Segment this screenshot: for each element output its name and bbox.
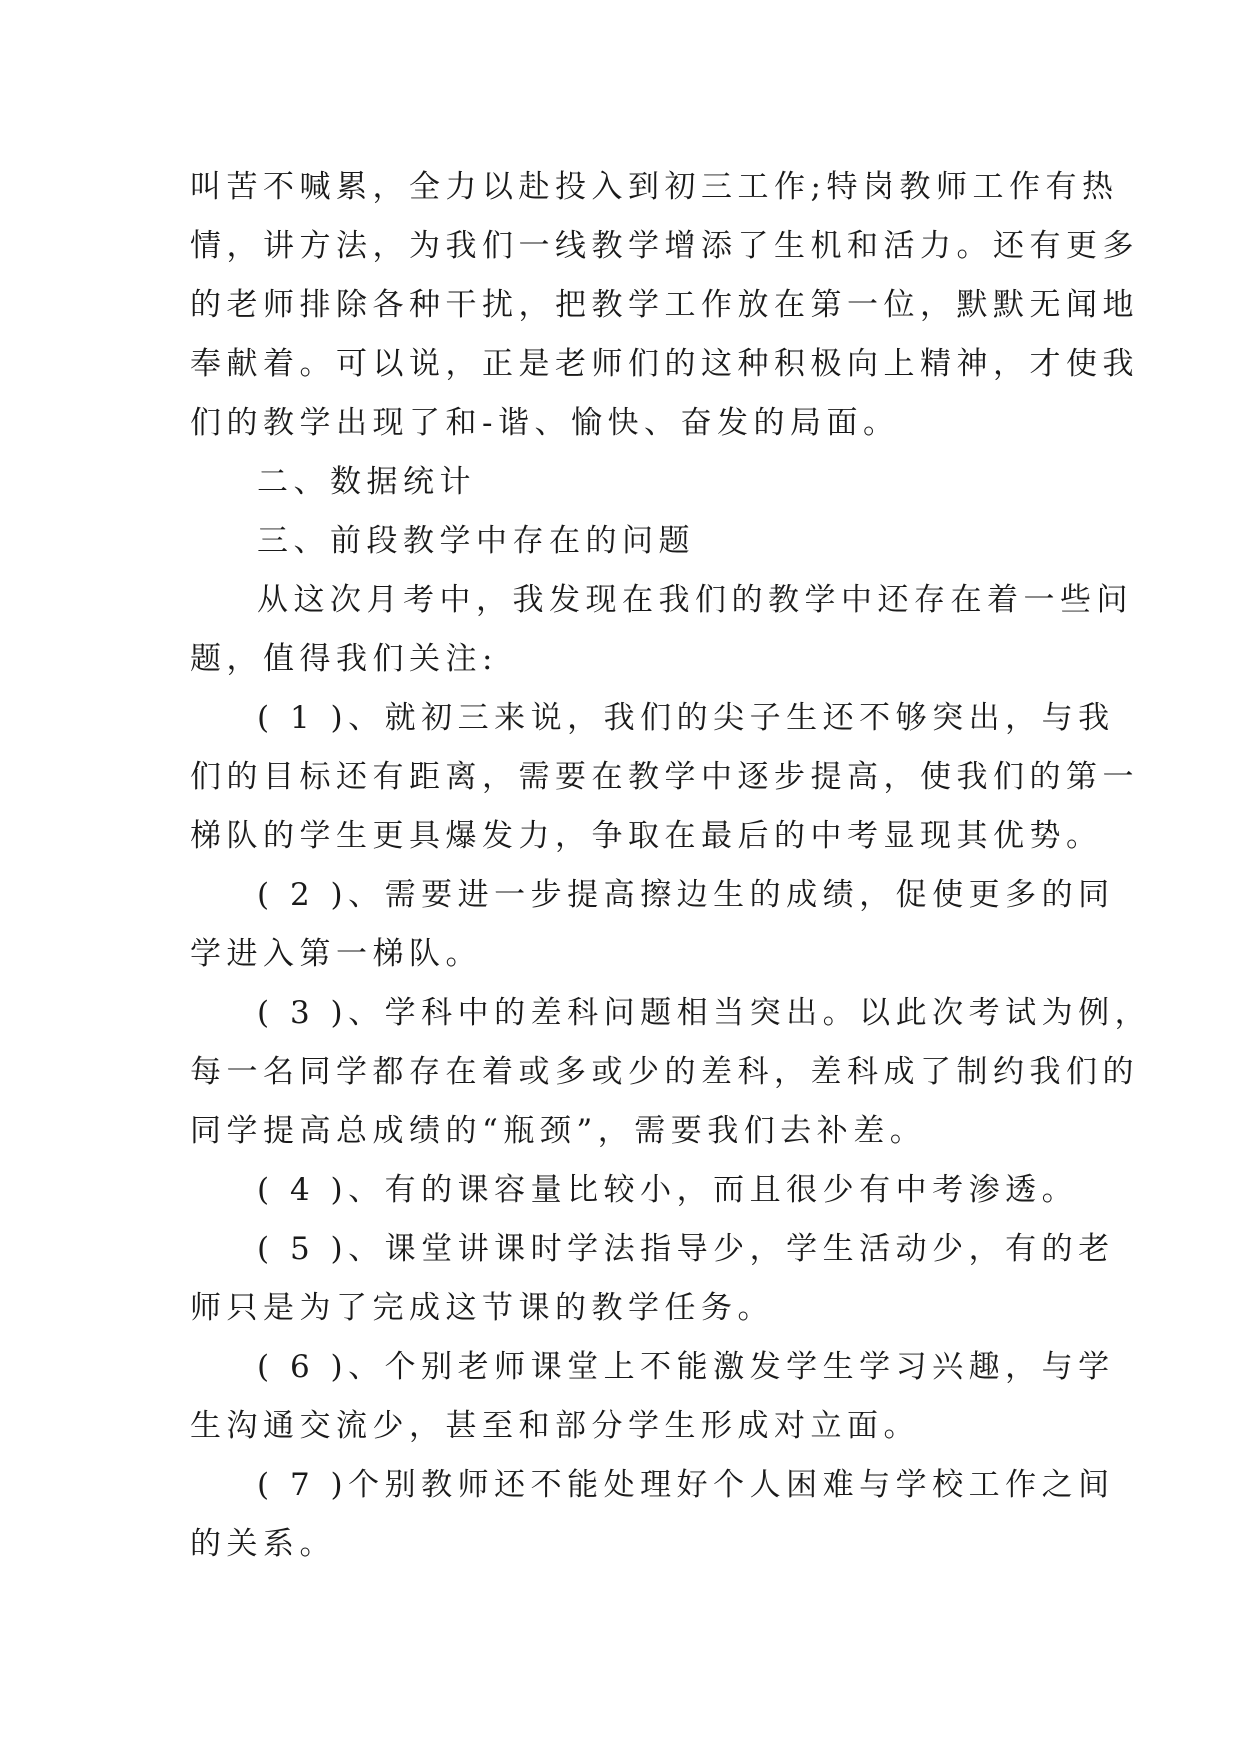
text-line: 叫苦不喊累，全力以赴投入到初三工作;特岗教师工作有热: [190, 169, 1119, 205]
text-line: 从这次月考中，我发现在我们的教学中还存在着一些问: [257, 582, 1133, 618]
text-line: 的老师排除各种干扰，把教学工作放在第一位，默默无闻地: [190, 287, 1139, 323]
section-heading: 三、前段教学中存在的问题: [257, 523, 695, 559]
text-line: 情，讲方法，为我们一线教学增添了生机和活力。还有更多: [190, 228, 1139, 264]
list-item: ( 7 )个别教师还不能处理好个人困难与学校工作之间: [257, 1467, 1115, 1503]
list-item: ( 6 )、个别老师课堂上不能激发学生学习兴趣，与学: [257, 1349, 1115, 1385]
text-line: 学进入第一梯队。: [190, 936, 482, 972]
text-line: 奉献着。可以说，正是老师们的这种积极向上精神，才使我: [190, 346, 1139, 382]
text-line: 们的教学出现了和-谐、愉快、奋发的局面。: [190, 405, 900, 441]
list-item: ( 2 )、需要进一步提高擦边生的成绩，促使更多的同: [257, 877, 1115, 913]
text-line: 同学提高总成绩的“瓶颈”，需要我们去补差。: [190, 1113, 927, 1149]
list-item: ( 5 )、课堂讲课时学法指导少，学生活动少，有的老: [257, 1231, 1115, 1267]
section-heading: 二、数据统计: [257, 464, 476, 500]
body-text: [190, 158, 1152, 1574]
text-line: 生沟通交流少，甚至和部分学生形成对立面。: [190, 1408, 920, 1444]
text-line: 梯队的学生更具爆发力，争取在最后的中考显现其优势。: [190, 818, 1103, 854]
list-item: ( 1 )、就初三来说，我们的尖子生还不够突出，与我: [257, 700, 1115, 736]
list-item: ( 4 )、有的课容量比较小，而且很少有中考渗透。: [257, 1172, 1079, 1208]
text-line: 的关系。: [190, 1526, 336, 1562]
text-line: 们的目标还有距离，需要在教学中逐步提高，使我们的第一: [190, 759, 1139, 795]
text-line: 每一名同学都存在着或多或少的差科，差科成了制约我们的: [190, 1054, 1139, 1090]
text-line: 题，值得我们关注:: [190, 641, 498, 677]
text-line: 师只是为了完成这节课的教学任务。: [190, 1290, 774, 1326]
list-item: ( 3 )、学科中的差科问题相当突出。以此次考试为例，: [257, 995, 1152, 1031]
